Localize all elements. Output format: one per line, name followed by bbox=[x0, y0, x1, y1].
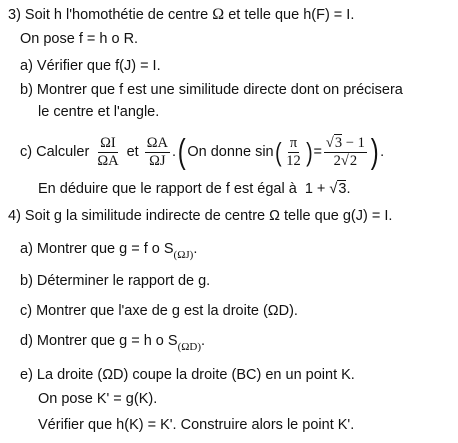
q4-a-end: . bbox=[193, 241, 198, 257]
q3-c-et: et bbox=[126, 144, 139, 160]
q3-intro-math: h(F) = I. bbox=[303, 7, 355, 23]
minus-one: − 1 bbox=[342, 134, 365, 151]
q3-deduce-text: En déduire que le rapport de f est égal à bbox=[38, 181, 297, 197]
q4-item-e-line3: Vérifier que h(K) = K'. Construire alors le point K'. bbox=[38, 417, 355, 433]
q4-item-a bbox=[20, 240, 197, 264]
q3-item-c bbox=[20, 130, 384, 174]
fraction-denominator: ΩJ bbox=[149, 152, 166, 169]
q3-c-hint: On donne sin bbox=[187, 144, 274, 160]
q4-item-e-line2: On pose K' = g(K). bbox=[38, 391, 158, 407]
deduce-value-end: . bbox=[346, 181, 351, 197]
fraction-denominator bbox=[332, 153, 359, 169]
right-paren-small: ) bbox=[305, 137, 313, 167]
q4-a-subscript: (ΩJ) bbox=[173, 249, 194, 261]
q4-d-text: d) Montrer que g = h o S bbox=[20, 333, 178, 349]
fraction-sin-value bbox=[324, 136, 367, 169]
fraction-pi-12 bbox=[284, 136, 303, 169]
q3-c-end: . bbox=[380, 144, 385, 160]
fraction-numerator: ΩA bbox=[146, 134, 168, 151]
q4-item-d bbox=[20, 332, 205, 356]
fraction-omegaI-omegaA bbox=[95, 136, 120, 169]
coefficient: 2 bbox=[333, 152, 341, 169]
q3-item-b-line2: le centre et l'angle. bbox=[38, 104, 160, 120]
sqrt-symbol: √ bbox=[340, 152, 349, 169]
q3-item-b-line1: b) Montrer que f est une similitude directe dont on précisera bbox=[20, 82, 403, 98]
fraction-numerator bbox=[324, 136, 367, 153]
q3-intro-text-2: et telle que bbox=[228, 7, 300, 23]
q3-c-label: c) Calculer bbox=[20, 144, 90, 160]
fraction-numerator: π bbox=[289, 134, 298, 151]
q4-item-e-line1: e) La droite (ΩD) coupe la droite (BC) en un point K. bbox=[20, 367, 355, 383]
q3-c-dot: . bbox=[171, 144, 177, 160]
fraction-omegaA-omegaJ bbox=[145, 136, 170, 169]
omega-symbol: Ω bbox=[212, 6, 225, 23]
q3-deduce bbox=[38, 180, 351, 198]
left-paren-small: ( bbox=[274, 137, 282, 167]
fraction-numerator: ΩI bbox=[100, 134, 116, 151]
q3-intro-text: 3) Soit h l'homothétie de centre bbox=[8, 7, 209, 23]
left-paren: ( bbox=[177, 133, 186, 171]
sqrt-symbol: √ bbox=[325, 134, 334, 151]
fraction-denominator: ΩA bbox=[97, 152, 119, 169]
sqrt-radicand: 2 bbox=[349, 152, 358, 169]
q4-intro: 4) Soit g la similitude indirecte de centre Ω telle que g(J) = I. bbox=[8, 208, 393, 224]
q3-intro bbox=[8, 6, 354, 24]
q3-pose: On pose f = h o R. bbox=[20, 31, 139, 47]
sqrt-radicand: 3 bbox=[338, 181, 347, 197]
q4-item-c: c) Montrer que l'axe de g est la droite (ΩD). bbox=[20, 303, 298, 319]
fraction-denominator: 12 bbox=[286, 152, 301, 169]
equals-sign: = bbox=[313, 144, 322, 160]
q4-a-text: a) Montrer que g = f o S bbox=[20, 241, 174, 257]
q3-item-a: a) Vérifier que f(J) = I. bbox=[20, 58, 161, 74]
q4-d-end: . bbox=[201, 333, 206, 349]
q4-item-b: b) Déterminer le rapport de g. bbox=[20, 273, 211, 289]
q4-d-subscript: (ΩD) bbox=[177, 341, 202, 353]
sqrt-radicand: 3 bbox=[334, 134, 343, 151]
right-paren: ) bbox=[370, 133, 379, 171]
deduce-value-prefix: 1 + √ bbox=[304, 181, 338, 197]
